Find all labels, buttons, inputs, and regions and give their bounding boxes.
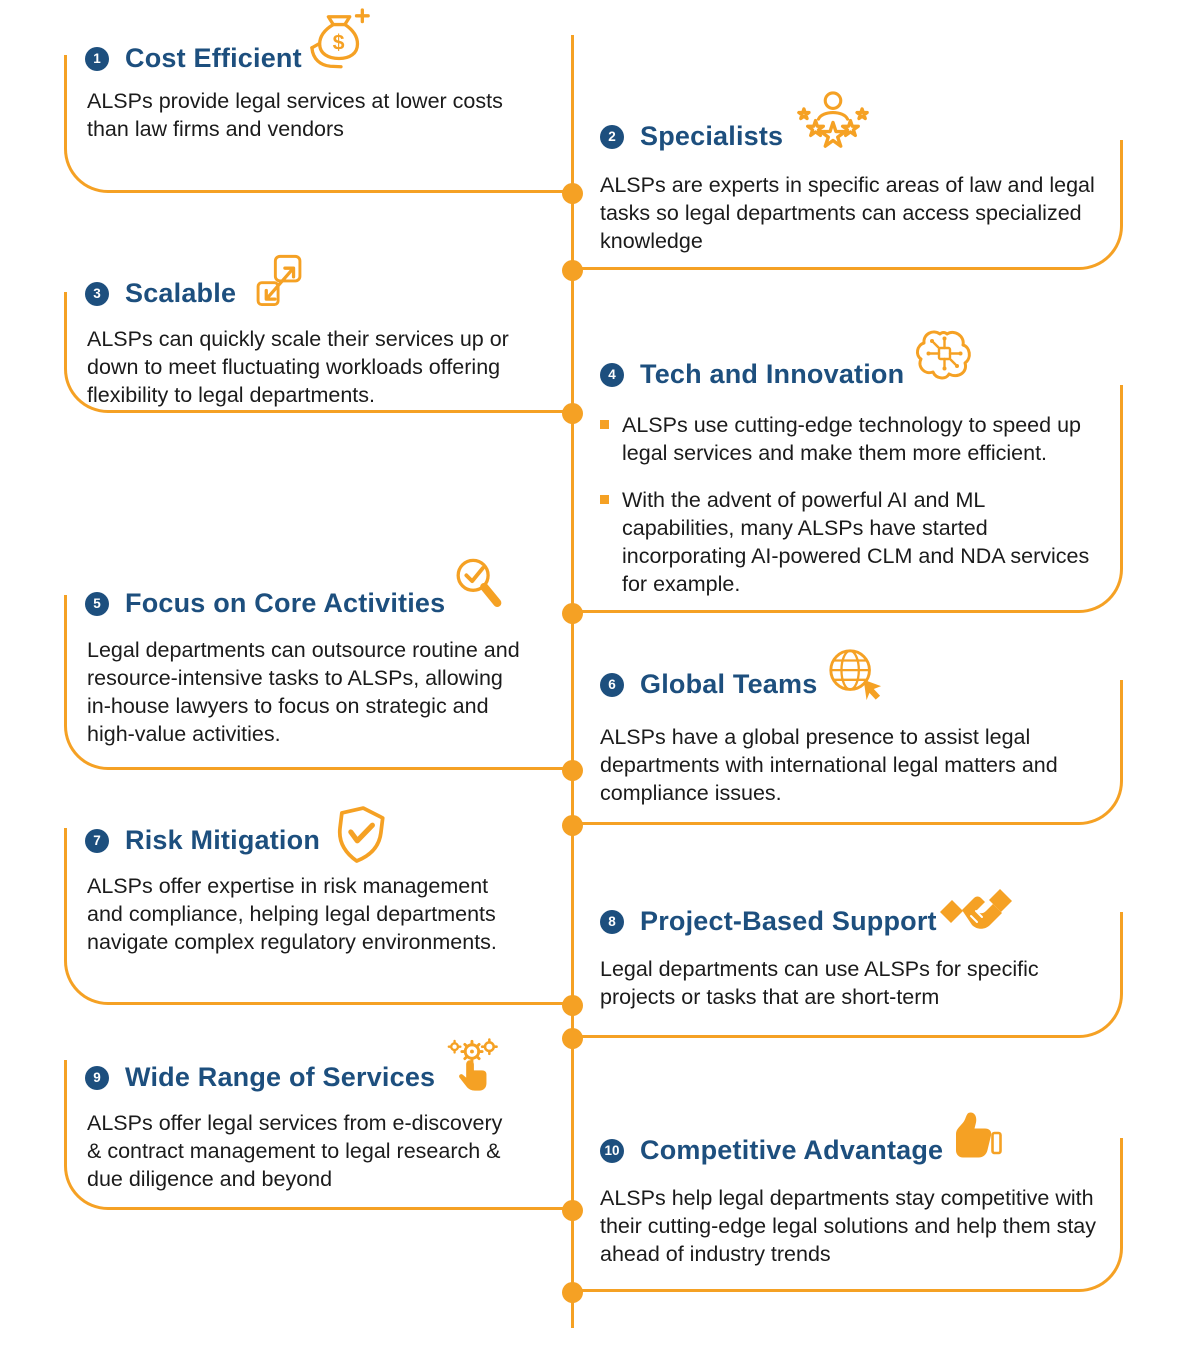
benefit-item-cost-efficient	[64, 30, 573, 193]
item-title-row	[85, 278, 236, 309]
item-title-row	[85, 1062, 435, 1093]
item-body: ALSPs provide legal services at lower costs than law firms and vendors	[87, 89, 503, 141]
connector-dot	[562, 603, 583, 624]
bullet-text: ALSPs use cutting-edge technology to speed up legal services and make them more efficient.	[622, 413, 1081, 465]
bullet-square-icon	[600, 420, 609, 429]
item-number-badge: 9	[85, 1066, 109, 1090]
item-body: ALSPs have a global presence to assist legal departments with international legal matters and compliance issues.	[600, 725, 1058, 805]
item-number-badge: 3	[85, 282, 109, 306]
item-body: ALSPs are experts in specific areas of law and legal tasks so legal departments can access specialized knowledge	[600, 173, 1095, 253]
item-title: Project-Based Support	[640, 906, 937, 936]
item-body: ALSPs offer expertise in risk management and compliance, helping legal departments navigate complex regulatory environments.	[87, 874, 497, 954]
item-body: ALSPs help legal departments stay competitive with their cutting-edge legal solutions and help them stay ahead of industry trends	[600, 1186, 1097, 1266]
bullet-item	[600, 411, 1100, 467]
item-body: ALSPs can quickly scale their services up or down to meet fluctuating workloads offering flexibility to legal departments.	[87, 327, 509, 407]
item-title-row	[600, 1135, 943, 1166]
item-title: Wide Range of Services	[125, 1062, 436, 1092]
item-title-row	[85, 588, 445, 619]
item-title-row	[85, 43, 302, 74]
connector-dot	[562, 760, 583, 781]
item-title-row	[600, 906, 937, 937]
item-number-badge: 7	[85, 829, 109, 853]
item-title-row	[85, 825, 320, 856]
item-number-badge: 1	[85, 47, 109, 71]
item-body: ALSPs offer legal services from e-discovery & contract management to legal research & due diligence and beyond	[87, 1111, 503, 1191]
item-title: Tech and Innovation	[640, 359, 905, 389]
connector-dot	[562, 815, 583, 836]
magnifier-check-icon	[449, 555, 505, 615]
bullet-item	[600, 486, 1100, 598]
svg-text:$: $	[332, 30, 345, 55]
item-number-badge: 4	[600, 363, 624, 387]
bullet-square-icon	[600, 495, 609, 504]
connector-dot	[562, 1282, 583, 1303]
globe-cursor-icon	[826, 646, 882, 702]
bullet-text: With the advent of powerful AI and ML capabilities, many ALSPs have started incorporating AI-powered CLM and NDA services for example.	[622, 488, 1090, 596]
item-body: Legal departments can use ALSPs for specific projects or tasks that are short-term	[600, 957, 1039, 1009]
connector-dot	[562, 1028, 583, 1049]
scale-arrows-icon	[251, 250, 307, 310]
item-title: Cost Efficient	[125, 43, 302, 73]
item-title: Focus on Core Activities	[125, 588, 446, 618]
item-title: Global Teams	[640, 669, 818, 699]
connector-dot	[562, 183, 583, 204]
benefit-item-wide-range	[64, 1060, 573, 1210]
item-number-badge: 5	[85, 592, 109, 616]
item-body: Legal departments can outsource routine and resource-intensive tasks to ALSPs, allowing in-house lawyers to focus on strategic and high-value activities.	[87, 638, 520, 746]
benefit-item-project-support	[573, 906, 1123, 1038]
shield-check-icon	[331, 804, 389, 866]
item-title: Competitive Advantage	[640, 1135, 944, 1165]
item-title-row	[600, 669, 817, 700]
item-number-badge: 10	[600, 1139, 624, 1163]
item-title-row	[600, 121, 783, 152]
benefit-item-focus-core	[64, 588, 573, 770]
specialists-stars-icon	[793, 90, 873, 154]
thumbs-up-icon	[944, 1109, 1002, 1165]
benefit-item-global-teams	[573, 669, 1123, 825]
item-title-row	[600, 359, 904, 390]
item-title: Risk Mitigation	[125, 825, 321, 855]
item-number-badge: 6	[600, 673, 624, 697]
ai-brain-icon	[908, 327, 980, 389]
connector-dot	[562, 1200, 583, 1221]
item-number-badge: 8	[600, 910, 624, 934]
benefit-item-specialists	[573, 121, 1123, 270]
gears-tap-icon	[443, 1035, 499, 1097]
connector-dot	[562, 403, 583, 424]
benefit-item-tech-innovation	[573, 359, 1123, 613]
item-bullets	[600, 411, 1100, 617]
benefit-item-risk-mitigation	[64, 825, 573, 1005]
item-title: Scalable	[125, 278, 237, 308]
item-title: Specialists	[640, 121, 784, 151]
handshake-icon	[938, 880, 1014, 940]
connector-dot	[562, 995, 583, 1016]
benefit-item-competitive-advantage	[573, 1135, 1123, 1292]
money-bag-icon	[309, 7, 373, 77]
item-number-badge: 2	[600, 125, 624, 149]
benefit-item-scalable	[64, 278, 573, 413]
connector-dot	[562, 260, 583, 281]
